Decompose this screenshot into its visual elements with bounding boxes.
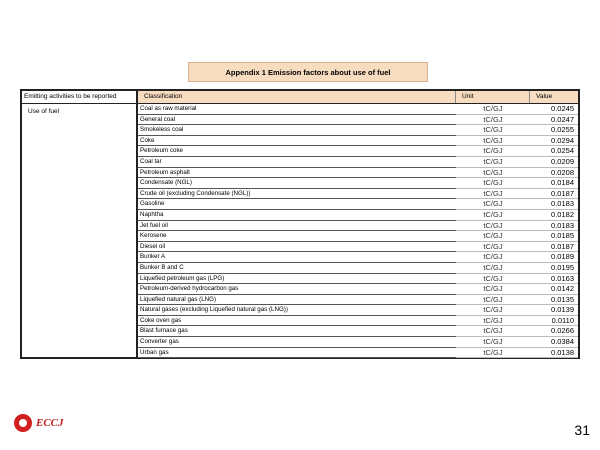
unit-header: Unit xyxy=(456,91,530,103)
table-row xyxy=(138,274,578,285)
value-cell: 0.0138 xyxy=(530,348,578,359)
fuel-name: Coke xyxy=(138,136,456,147)
value-cell: 0.0187 xyxy=(530,242,578,253)
fuel-name: Condensate (NGL) xyxy=(138,178,456,189)
table-row xyxy=(138,348,578,359)
fuel-name: Blast furnace gas xyxy=(138,326,456,337)
value-cell: 0.0208 xyxy=(530,168,578,179)
fuel-name: Liquefied petroleum gas (LPG) xyxy=(138,274,456,285)
table-row xyxy=(138,305,578,316)
unit-cell: tC/GJ xyxy=(456,178,530,189)
unit-cell: tC/GJ xyxy=(456,231,530,242)
fuel-name: Bunker B and C xyxy=(138,263,456,274)
fuel-name: Kerosene xyxy=(138,231,456,242)
value-cell: 0.0185 xyxy=(530,231,578,242)
fuel-name: Petroleum-derived hydrocarbon gas xyxy=(138,284,456,295)
value-header: Value xyxy=(536,93,553,100)
fuel-name: Smokeless coal xyxy=(138,125,456,136)
unit-cell: tC/GJ xyxy=(456,284,530,295)
fuel-name: Bunker A xyxy=(138,252,456,263)
page-number: 31 xyxy=(574,422,590,438)
unit-cell: tC/GJ xyxy=(456,199,530,210)
fuel-name: Petroleum coke xyxy=(138,146,456,157)
unit-cell: tC/GJ xyxy=(456,136,530,147)
table-row xyxy=(138,221,578,232)
activity-header: Emitting activities to be reported xyxy=(22,91,136,104)
table-header xyxy=(138,91,578,104)
factors-area xyxy=(138,91,578,357)
table-row xyxy=(138,242,578,253)
table-row xyxy=(138,189,578,200)
unit-cell: tC/GJ xyxy=(456,274,530,285)
unit-cell: tC/GJ xyxy=(456,326,530,337)
unit-cell: tC/GJ xyxy=(456,348,530,359)
table-row xyxy=(138,210,578,221)
table-row xyxy=(138,136,578,147)
value-cell: 0.0183 xyxy=(530,221,578,232)
table-body xyxy=(138,104,578,358)
value-cell: 0.0245 xyxy=(530,104,578,115)
value-cell: 0.0266 xyxy=(530,326,578,337)
value-cell: 0.0182 xyxy=(530,210,578,221)
value-cell: 0.0183 xyxy=(530,199,578,210)
classification-header: Classification xyxy=(138,91,456,103)
fuel-name: Natural gases (excluding Liquefied natural gas (LNG)) xyxy=(138,305,456,316)
table-row xyxy=(138,157,578,168)
fuel-name: Coal tar xyxy=(138,157,456,168)
table-row xyxy=(138,337,578,348)
table-row xyxy=(138,284,578,295)
unit-cell: tC/GJ xyxy=(456,168,530,179)
value-cell: 0.0189 xyxy=(530,252,578,263)
activity-item: Use of fuel xyxy=(28,108,60,115)
fuel-name: Coal as raw material xyxy=(138,104,456,115)
fuel-name: Petroleum asphalt xyxy=(138,168,456,179)
fuel-name: Naphtha xyxy=(138,210,456,221)
unit-cell: tC/GJ xyxy=(456,104,530,115)
logo-text: ECCJ xyxy=(36,417,64,429)
fuel-name: Diesel oil xyxy=(138,242,456,253)
fuel-name: Gasoline xyxy=(138,199,456,210)
unit-cell: tC/GJ xyxy=(456,157,530,168)
table-title: Appendix 1 Emission factors about use of fuel xyxy=(188,62,428,82)
value-cell: 0.0247 xyxy=(530,115,578,126)
unit-cell: tC/GJ xyxy=(456,263,530,274)
unit-cell: tC/GJ xyxy=(456,210,530,221)
table-row xyxy=(138,115,578,126)
fuel-name: Crude oil (excluding Condensate (NGL)) xyxy=(138,189,456,200)
table-row xyxy=(138,178,578,189)
unit-cell: tC/GJ xyxy=(456,305,530,316)
unit-cell: tC/GJ xyxy=(456,115,530,126)
eccj-logo xyxy=(14,414,64,432)
table-row xyxy=(138,295,578,306)
fuel-name: Liquefied natural gas (LNG) xyxy=(138,295,456,306)
table-row xyxy=(138,316,578,327)
value-cell: 0.0209 xyxy=(530,157,578,168)
table-row xyxy=(138,231,578,242)
emission-factors-table xyxy=(20,89,580,359)
unit-cell: tC/GJ xyxy=(456,221,530,232)
unit-cell: tC/GJ xyxy=(456,337,530,348)
fuel-name: General coal xyxy=(138,115,456,126)
table-row xyxy=(138,168,578,179)
table-row xyxy=(138,146,578,157)
value-cell: 0.0294 xyxy=(530,136,578,147)
value-cell: 0.0195 xyxy=(530,263,578,274)
unit-cell: tC/GJ xyxy=(456,252,530,263)
fuel-name: Converter gas xyxy=(138,337,456,348)
unit-cell: tC/GJ xyxy=(456,242,530,253)
table-row xyxy=(138,263,578,274)
fuel-name: Urban gas xyxy=(138,348,456,359)
activity-column xyxy=(22,91,138,357)
table-row xyxy=(138,104,578,115)
value-cell: 0.0135 xyxy=(530,295,578,306)
value-cell: 0.0187 xyxy=(530,189,578,200)
fuel-name: Coke oven gas xyxy=(138,316,456,327)
table-row xyxy=(138,199,578,210)
unit-cell: tC/GJ xyxy=(456,189,530,200)
unit-cell: tC/GJ xyxy=(456,316,530,327)
value-cell: 0.0139 xyxy=(530,305,578,316)
table-row xyxy=(138,252,578,263)
unit-cell: tC/GJ xyxy=(456,146,530,157)
fuel-name: Jet fuel oil xyxy=(138,221,456,232)
value-cell: 0.0163 xyxy=(530,274,578,285)
value-cell: 0.0110 xyxy=(530,316,578,327)
value-cell: 0.0184 xyxy=(530,178,578,189)
table-row xyxy=(138,125,578,136)
value-cell: 0.0254 xyxy=(530,146,578,157)
unit-cell: tC/GJ xyxy=(456,295,530,306)
table-row xyxy=(138,326,578,337)
value-cell: 0.0384 xyxy=(530,337,578,348)
value-cell: 0.0142 xyxy=(530,284,578,295)
eccj-logo-icon xyxy=(14,414,32,432)
unit-cell: tC/GJ xyxy=(456,125,530,136)
value-cell: 0.0255 xyxy=(530,125,578,136)
